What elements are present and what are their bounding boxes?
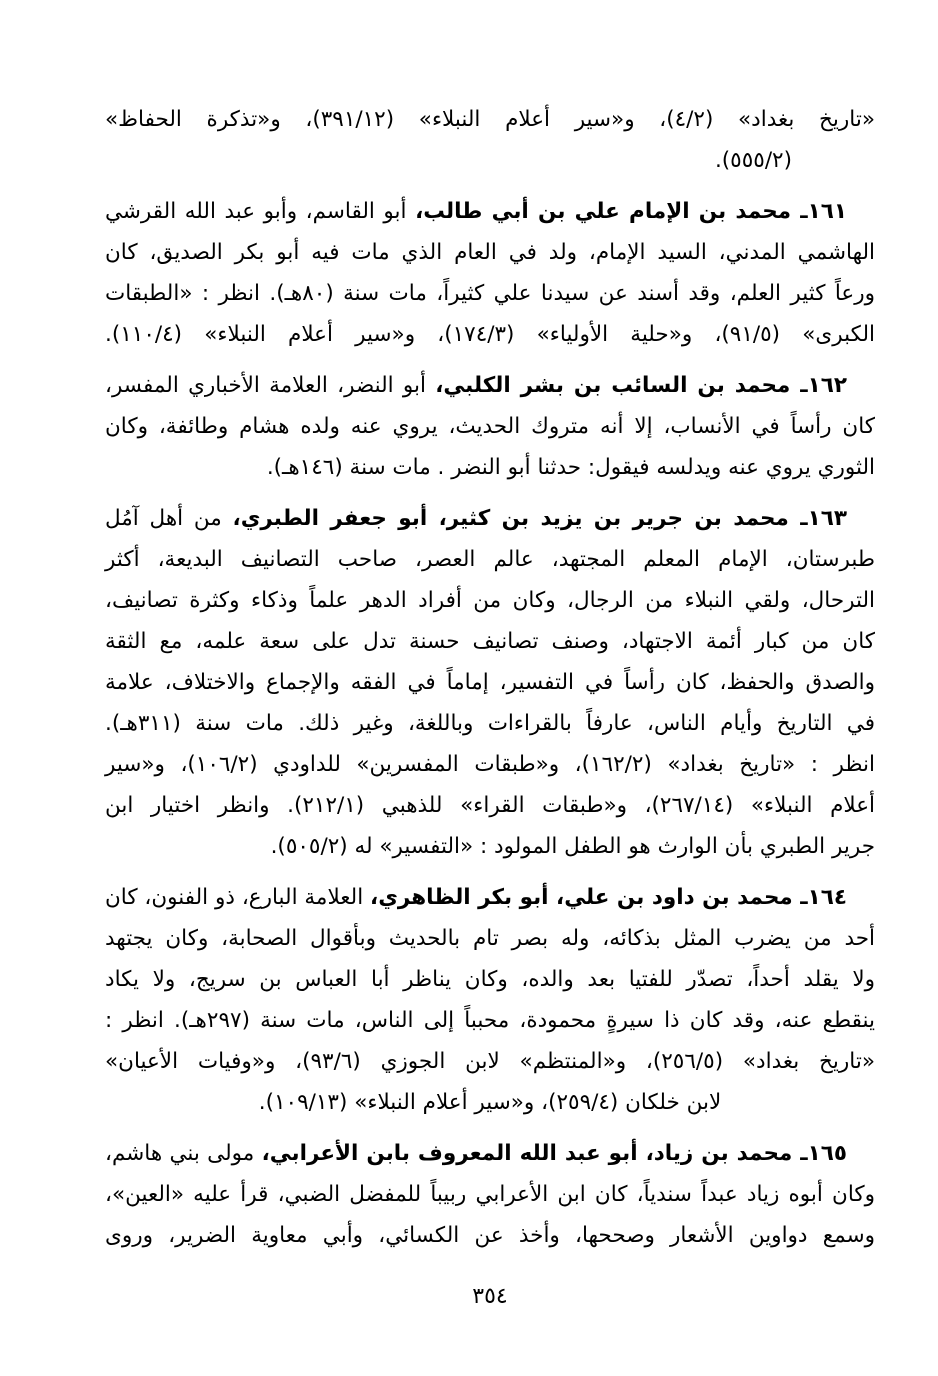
text-line xyxy=(105,918,875,959)
text-line xyxy=(105,406,875,447)
entry-text: جرير الطبري بأن الوارث هو الطفل المولود : «التفسير» له (٥٠٥/٢). xyxy=(270,834,875,859)
text-line xyxy=(105,1215,875,1256)
entry-text: انظر : «تاريخ بغداد» (١٦٢/٢)، و«طبقات المفسرين» للداودي (١٠٦/٢)، و«سير xyxy=(105,752,875,777)
entry-text: أعلام النبلاء» (٢٦٧/١٤)، و«طبقات القراء» للذهبي (٢١٢/١). وانظر اختيار ابن xyxy=(105,793,876,818)
entry-text: الترحال، ولقي النبلاء من الرجال، وكان من أفراد الدهر علماً وذكاء وكثرة تصانيف، xyxy=(105,588,875,613)
text-line xyxy=(105,365,875,406)
entry-text: كان من كبار أئمة الاجتهاد، وصنف تصانيف حسنة تدل على سعة علمه، مع الثقة xyxy=(105,629,875,654)
entry-text: أبو القاسم، وأبو عبد الله القرشي xyxy=(105,199,416,224)
entry-text: ورعاً كثير العلم، وقد أسند عن سيدنا علي كثيراً، مات سنة (٨٠هـ). انظر : «الطبقات xyxy=(105,281,875,306)
text-line xyxy=(105,1041,875,1082)
entry-name: ١٦٣ـ محمد بن جرير بن يزيد بن كثير، أبو جعفر الطبري، xyxy=(232,506,847,531)
page-number: ٣٥٤ xyxy=(472,1284,508,1309)
entry-name: ١٦١ـ محمد بن الإمام علي بن أبي طالب، xyxy=(415,199,847,224)
entry-text: الثوري يروي عنه ويدلسه فيقول: حدثنا أبو النضر . مات سنة (١٤٦هـ). xyxy=(266,455,875,480)
text-line xyxy=(105,273,875,314)
entry-160-references-paragraph xyxy=(105,99,875,181)
text-line xyxy=(105,785,875,826)
text-line xyxy=(105,191,875,232)
entry-162-paragraph xyxy=(105,365,875,488)
entry-165-paragraph xyxy=(105,1133,875,1256)
text-line xyxy=(105,703,875,744)
entry-text: في التاريخ وأيام الناس، عارفاً بالقراءات وباللغة، وغير ذلك. مات سنة (٣١١هـ). xyxy=(105,711,875,736)
text-line xyxy=(105,447,875,488)
text-line xyxy=(105,826,875,867)
entry-text: ولا يقلد أحداً، تصدّر للفتيا بعد والده، وكان يناظر أبا العباس بن سريج، ولا يكاد xyxy=(105,967,875,992)
entry-164-paragraph xyxy=(105,877,875,1123)
entry-name: ١٦٥ـ محمد بن زياد، أبو عبد الله المعروف بابن الأعرابي، xyxy=(261,1141,848,1166)
entry-text: الهاشمي المدني، السيد الإمام، ولد في العام الذي مات فيه أبو بكر الصديق، كان xyxy=(105,240,875,265)
entry-161-paragraph xyxy=(105,191,875,355)
text-line xyxy=(105,580,875,621)
entry-text: الكبرى» (٩١/٥)، و«حلية الأولياء» (١٧٤/٣)، و«سير أعلام النبلاء» (١١٠/٤). xyxy=(105,322,875,347)
entry-text: وسمع دواوين الأشعار وصححها، وأخذ عن الكسائي، وأبي معاوية الضرير، وروى xyxy=(105,1223,875,1248)
text-line xyxy=(105,314,875,355)
entry-text: وكان أبوه زياد عبداً سندياً، كان ابن الأعرابي ربيباً للمفضل الضبي، قرأ عليه «العين»، xyxy=(105,1182,875,1207)
entry-text: كان رأساً في الأنساب، إلا أنه متروك الحديث، يروي عنه ولده هشام وطائفة، وكان xyxy=(105,414,875,439)
text-line xyxy=(105,140,875,181)
entry-text: ينقطع عنه، وقد كان ذا سيرةٍ محمودة، محبباً إلى الناس، مات سنة (٢٩٧هـ). انظر : xyxy=(105,1008,876,1033)
text-line xyxy=(105,539,875,580)
entry-name: ١٦٤ـ محمد بن داود بن علي، أبو بكر الظاهري، xyxy=(370,885,847,910)
text-line xyxy=(105,498,875,539)
entry-text: طبرستان، الإمام المعلم المجتهد، عالم العصر، صاحب التصانيف البديعة، أكثر xyxy=(105,547,875,572)
text-line xyxy=(105,99,875,140)
text-line xyxy=(105,1174,875,1215)
text-line xyxy=(105,662,875,703)
text-line xyxy=(105,877,875,918)
text-line xyxy=(105,1082,875,1123)
entry-text: والصدق والحفظ، كان رأساً في التفسير، إماماً في الفقه والإجماع والاختلاف، علامة xyxy=(105,670,875,695)
entry-name: ١٦٢ـ محمد بن السائب بن بشر الكلبي، xyxy=(435,373,847,398)
entry-text: «تاريخ بغداد» (٤/٢)، و«سير أعلام النبلاء» (٣٩١/١٢)، و«تذكرة الحفاظ» xyxy=(105,107,875,132)
entry-text: أبو النضر، العلامة الأخباري المفسر، xyxy=(105,373,436,398)
entry-text: من أهل آمُل xyxy=(105,506,233,531)
entry-text: أحد من يضرب المثل بذكائه، وله بصر تام بالحديث وبأقوال الصحابة، وكان يجتهد xyxy=(105,926,875,951)
entry-163-paragraph xyxy=(105,498,875,867)
text-line xyxy=(105,621,875,662)
entry-text: (٥٥٥/٢). xyxy=(714,148,792,173)
entry-text: لابن خلكان (٢٥٩/٤)، و«سير أعلام النبلاء» (١٠٩/١٣). xyxy=(258,1090,722,1115)
text-line xyxy=(105,1133,875,1174)
text-line xyxy=(105,744,875,785)
entry-text: «تاريخ بغداد» (٢٥٦/٥)، و«المنتظم» لابن الجوزي (٩٣/٦)، و«وفيات الأعيان» xyxy=(105,1049,875,1074)
entry-text: العلامة البارع، ذو الفنون، كان xyxy=(105,885,371,910)
text-line xyxy=(105,1000,875,1041)
text-line xyxy=(105,959,875,1000)
entry-text: مولى بني هاشم، xyxy=(105,1141,262,1166)
text-line xyxy=(105,232,875,273)
